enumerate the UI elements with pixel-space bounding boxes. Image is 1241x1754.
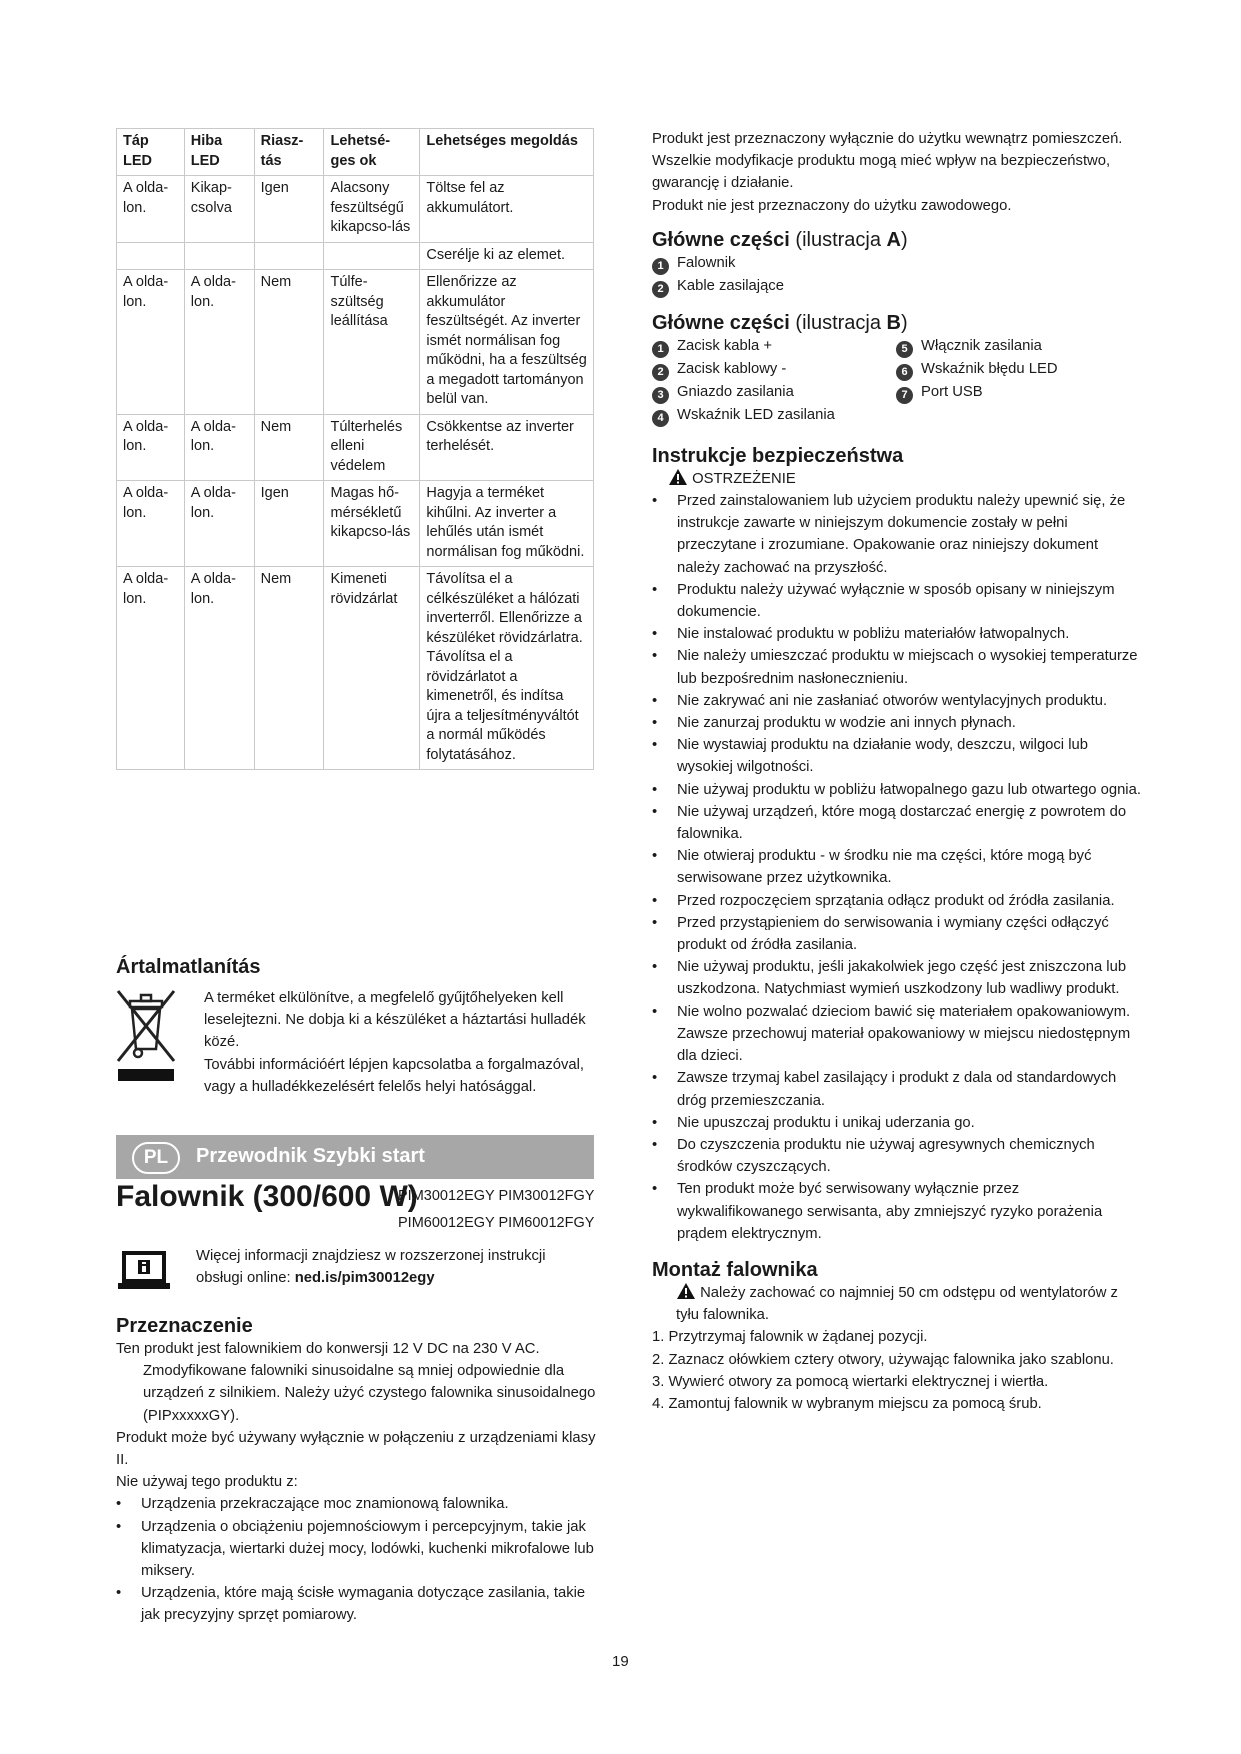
table-row [117,414,594,481]
product-codes [398,1183,594,1237]
online-manual-info [116,1245,596,1289]
list-item: • Do czyszczenia produktu nie używaj agresywnych chemicznych środków czyszczących. [652,1134,1142,1178]
intro-line: Wszelkie modyfikacje produktu mogą mieć wpływ na bezpieczeństwo, gwarancję i działanie. [652,153,1111,192]
table-cell: Alacsony feszültségű kikapcso-lás [324,176,420,243]
list-item: 3 Gniazdo zasilania [652,381,896,404]
table-cell: Nem [254,270,324,415]
list-item: • Przed przystąpieniem do serwisowania i wymiany części odłączyć produkt od źródła zasilania. [652,912,1142,956]
purpose-note: Zmodyfikowane falowniki sinusoidalne są mniej odpowiednie dla urządzeń z silnikiem. Należy użyć czystego falownika sinusoidalnego (PIPxxxxxGY). [143,1363,596,1424]
list-item: • Urządzenia przekraczające moc znamionową falownika. [116,1493,606,1515]
table-cell: A olda-lon. [117,270,185,415]
number-badge: 6 [896,364,913,381]
table-row [117,567,594,770]
step-item: 1. Przytrzymaj falownik w żądanej pozycji. [652,1329,928,1346]
table-row [117,176,594,243]
header-cell: Lehetséges megoldás [420,129,594,176]
table-cell: A olda-lon. [117,414,185,481]
table-cell: Kikap-csolva [184,176,254,243]
list-item: • Nie należy umieszczać produktu w miejscach o wysokiej temperaturze lub bezpośrednim nasłonecznieniu. [652,645,1142,689]
purpose-paragraph: Nie używaj tego produktu z: [116,1474,298,1491]
list-item: • Nie otwieraj produktu - w środku nie ma części, które mogą być serwisowane przez użytkownika. [652,845,1142,889]
list-item: • Urządzenia, które mają ścisłe wymagania dotyczące zasilania, takie jak precyzyjny sprzęt pomiarowy. [116,1582,606,1626]
disposal-paragraph: A terméket elkülönítve, a megfelelő gyűjtőhelyeken kell leselejtezni. Ne dobja ki a készüléket a háztartási hulladék közé. [204,990,586,1051]
table-cell: Kimeneti rövidzárlat [324,567,420,770]
table-cell [254,242,324,270]
step-item: 3. Wywierć otwory za pomocą wiertarki elektrycznej i wiertła. [652,1373,1049,1390]
table-cell: A olda-lon. [117,176,185,243]
product-codes-line: PIM30012EGY PIM30012FGY [398,1188,595,1204]
list-item: • Urządzenia o obciążeniu pojemnościowym i percepcyjnym, takie jak klimatyzacja, wiertarki dużej mocy, lodówki, kuchenki mikrofalowe lub miksery. [116,1516,606,1583]
intro-block [652,128,1142,217]
step-item: 4. Zamontuj falownik w wybranym miejscu za pomocą śrub. [652,1395,1042,1412]
list-item: 7 Port USB [896,381,1058,404]
number-badge: 1 [652,258,669,275]
wheelie-bin-crossed-icon [116,987,176,1087]
parts-b-section [652,312,1142,427]
banner-title: Przewodnik Szybki start [196,1145,425,1167]
list-item: • Nie instalować produktu w pobliżu materiałów łatwopalnych. [652,623,1142,645]
table-cell: Ellenőrizze az akkumulátor feszültségét. Az inverter ismét normálisan fog működni, ha a feszültség a megadott tartományon belül van. [420,270,594,415]
language-badge: PL [132,1142,180,1174]
warning-icon [668,468,688,486]
mount-note: Należy zachować co najmniej 50 cm odstępu od wentylatorów z tyłu falownika. [652,1282,1142,1326]
table-cell: A olda-lon. [184,567,254,770]
page-number: 19 [612,1653,629,1670]
list-item: 6 Wskaźnik błędu LED [896,358,1058,381]
table-cell: Cserélje ki az elemet. [420,242,594,270]
header-cell: Táp LED [117,129,185,176]
mount-section [652,1259,1142,1415]
list-item: • Ten produkt może być serwisowany wyłącznie przez wykwalifikowanego serwisanta, aby zmniejszyć ryzyko porażenia prądem elektrycznym. [652,1178,1142,1245]
table-cell: Hagyja a terméket kihűlni. Az inverter a lehűlés után ismét normálisan fog működni. [420,481,594,567]
list-item: • Nie wystawiaj produktu na działanie wody, deszczu, wilgoci lub wysokiej wilgotności. [652,734,1142,778]
table-cell [184,242,254,270]
list-item: • Przed zainstalowaniem lub użyciem produktu należy upewnić się, że instrukcje zawarte w niniejszym dokumencie zostały w pełni przeczytane i zrozumiane. Opakowanie oraz niniejszy dokument należy zachować na przyszłość. [652,490,1142,579]
table-cell: A olda-lon. [117,567,185,770]
list-item: 1 Falownik [652,252,1142,275]
table-row [117,481,594,567]
number-badge: 7 [896,387,913,404]
list-item: 4 Wskaźnik LED zasilania [652,404,896,427]
list-item: 2 Zacisk kablowy - [652,358,896,381]
table-cell: Igen [254,176,324,243]
language-banner [116,1135,594,1179]
list-item: • Produktu należy używać wyłącznie w sposób opisany w niniejszym dokumencie. [652,579,1142,623]
header-cell: Hiba LED [184,129,254,176]
table-cell: A olda-lon. [184,270,254,415]
list-item: • Przed rozpoczęciem sprzątania odłącz produkt od źródła zasilania. [652,890,1142,912]
purpose-list [116,1493,606,1626]
purpose-paragraph: Ten produkt jest falownikiem do konwersji 12 V DC na 230 V AC. [116,1341,540,1357]
info-text: Więcej informacji znajdziesz w rozszerzonej instrukcji obsługi online: [196,1248,546,1287]
list-item: 5 Włącznik zasilania [896,335,1058,358]
troubleshooting-section [116,128,596,770]
table-cell [324,242,420,270]
disposal-section [116,956,596,1098]
list-item: • Nie zanurzaj produktu w wodzie ani innych płynach. [652,712,1142,734]
manual-link[interactable]: ned.is/pim30012egy [294,1270,435,1287]
list-item: • Zawsze trzymaj kabel zasilający i produkt z dala od standardowych dróg przemieszczania. [652,1067,1142,1111]
safety-section [652,445,1142,1245]
product-title: Falownik (300/600 W) [116,1180,418,1213]
intro-line: Produkt jest przeznaczony wyłącznie do użytku wewnątrz pomieszczeń. [652,131,1123,147]
safety-list [652,490,1142,1245]
list-item: • Nie wolno pozwalać dzieciom bawić się materiałem opakowaniowym. Zawsze przechowuj materiał opakowaniowy w miejscu niedostępnym dla dzieci. [652,1001,1142,1068]
table-cell: Igen [254,481,324,567]
parts-b-heading: Główne części (ilustracja B) [652,311,908,334]
list-item: • Nie używaj produktu w pobliżu łatwopalnego gazu lub otwartego ognia. [652,779,1142,801]
number-badge: 3 [652,387,669,404]
disposal-paragraph: További információért lépjen kapcsolatba a forgalmazóval, vagy a hulladékkezelésért felelős helyi hatósággal. [204,1056,584,1095]
table-cell: A olda-lon. [184,481,254,567]
table-cell: A olda-lon. [184,414,254,481]
parts-a-heading: Główne części (ilustracja A) [652,228,908,251]
product-codes-line: PIM60012EGY PIM60012FGY [398,1215,595,1231]
warning-label: OSTRZEŻENIE [652,468,1142,490]
table-cell: Nem [254,567,324,770]
number-badge: 4 [652,410,669,427]
table-row [117,242,594,270]
list-item: • Nie zakrywać ani nie zasłaniać otworów wentylacyjnych produktu. [652,690,1142,712]
list-item: 2 Kable zasilające [652,275,1142,298]
warning-icon [676,1282,696,1300]
table-header-row [117,129,594,176]
disposal-heading: Ártalmatlanítás [116,956,261,978]
list-item: • Nie używaj urządzeń, które mogą dostarczać energię z powrotem do falownika. [652,801,1142,845]
mount-steps [652,1326,1142,1415]
table-cell: Magas hő-mérsékletű kikapcso-lás [324,481,420,567]
list-item: • Nie upuszczaj produktu i unikaj uderzania go. [652,1112,1142,1134]
table-cell: Töltse fel az akkumulátort. [420,176,594,243]
right-column [652,128,1142,1415]
purpose-paragraph: Produkt może być używany wyłącznie w połączeniu z urządzeniami klasy II. [116,1429,596,1469]
table-cell: Távolítsa el a célkészüléket a hálózati inverterről. Ellenőrizze a készüléket rövidzárlatra. Távolítsa el a rövidzárlatot a kimenetről, és indítsa újra a teljesítményváltót a normál működés folytatásához. [420,567,594,770]
table-cell: Nem [254,414,324,481]
purpose-heading: Przeznaczenie [116,1315,253,1337]
number-badge: 5 [896,341,913,358]
troubleshooting-table [116,128,594,770]
table-cell: Csökkentse az inverter terhelését. [420,414,594,481]
step-item: 2. Zaznacz ołówkiem cztery otwory, używając falownika jako szablonu. [652,1351,1114,1368]
table-row [117,270,594,415]
intro-line: Produkt nie jest przeznaczony do użytku zawodowego. [652,197,1012,214]
header-cell: Lehetsé-ges ok [324,129,420,176]
parts-a-section [652,229,1142,298]
table-cell [117,242,185,270]
purpose-section [116,1315,606,1627]
laptop-manual-icon [116,1249,172,1293]
header-cell: Riasz-tás [254,129,324,176]
table-cell: Túlterhelés elleni védelem [324,414,420,481]
list-item: 1 Zacisk kabla + [652,335,896,358]
table-cell: A olda-lon. [117,481,185,567]
safety-heading: Instrukcje bezpieczeństwa [652,444,904,467]
table-cell: Túlfe-szültség leállítása [324,270,420,415]
number-badge: 2 [652,364,669,381]
list-item: • Nie używaj produktu, jeśli jakakolwiek jego część jest zniszczona lub uszkodzona. Natychmiast wymień uszkodzony lub wadliwy produkt. [652,956,1142,1000]
mount-heading: Montaż falownika [652,1258,818,1281]
number-badge: 1 [652,341,669,358]
number-badge: 2 [652,281,669,298]
